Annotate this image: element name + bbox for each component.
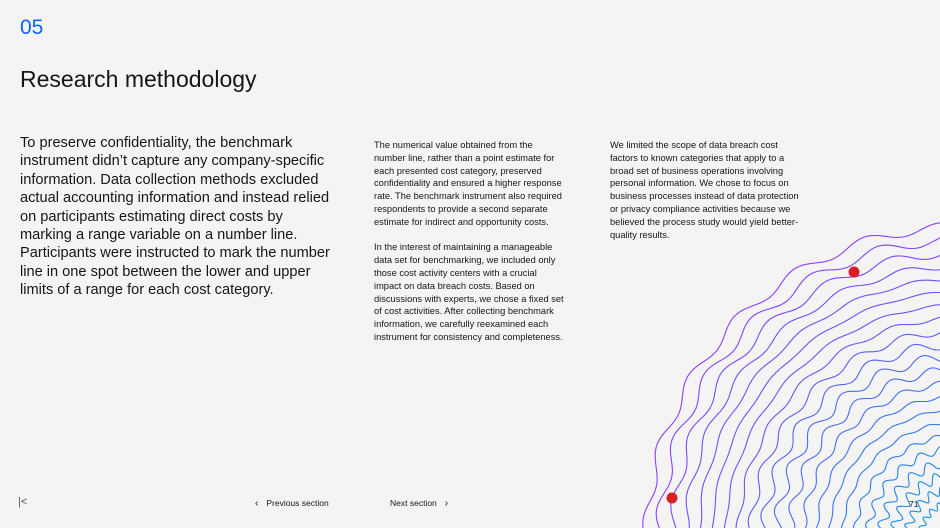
chevron-left-icon: ‹: [255, 498, 259, 509]
column-two-paragraph-1: The numerical value obtained from the number line, rather than a point estimate for each presented cost category, preserved confidentiality and ensured a higher response rate. The benchmark instrument also required respondents to provide a second separate estimate for indirect and opportunity costs.: [374, 140, 562, 227]
previous-section-label: Previous section: [266, 498, 329, 508]
wave-ring: [711, 293, 940, 528]
page-number: 71: [909, 499, 919, 509]
wave-ring: [748, 328, 940, 528]
page-title: Research methodology: [20, 66, 257, 92]
column-three-paragraph-1: We limited the scope of data breach cost factors to known categories that apply to a broad set of business operations involving personal information. We chose to focus on business processes instead of data protection or privacy compliance activities because we believed the process study would yield better-quality results.: [610, 140, 799, 240]
next-section-label: Next section: [390, 498, 437, 508]
next-section-button[interactable]: [390, 498, 448, 509]
section-number: 05: [20, 16, 44, 39]
previous-section-button[interactable]: [255, 498, 329, 509]
wave-ring: [656, 235, 940, 528]
lead-paragraph: To preserve confidentiality, the benchmark instrument didn’t capture any company-specific information. Data collection methods excluded actual accounting information and instead relied on participants estimating direct costs by marking a range variable on a number line. Participants were instructed to mark the number line in one spot between the lower and upper limits of a range for each cost category.: [20, 135, 330, 299]
red-dot-top: [849, 267, 860, 278]
column-two-paragraph-2: In the interest of maintaining a manageable data set for benchmarking, we included only those cost activity centers with a crucial impact on data breach costs. Based on discussions with experts, we chose a fixed set of cost activities. After collecting benchmark information, we carefully reexamined each instrument for consistency and completeness.: [374, 242, 564, 342]
wave-ring: [828, 408, 940, 528]
red-dot-bottom: [667, 493, 678, 504]
wave-ring: [686, 265, 940, 528]
wave-ring: [736, 316, 940, 528]
chevron-right-icon: ›: [444, 498, 449, 509]
first-page-icon[interactable]: |<: [18, 496, 28, 508]
wave-ring: [841, 421, 940, 528]
